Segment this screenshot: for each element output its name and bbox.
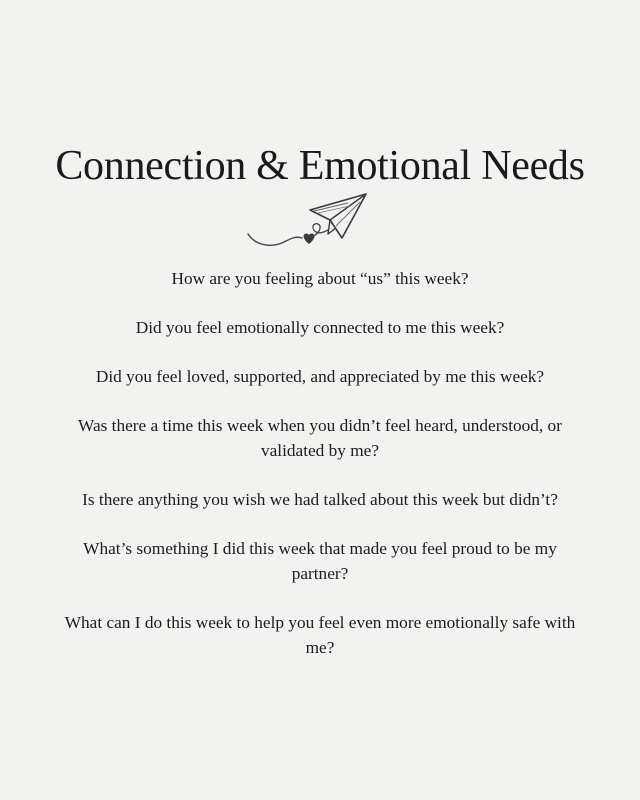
question-item: Was there a time this week when you didn’t feel heard, understood, or validated by me? — [78, 416, 562, 460]
question-item: How are you feeling about “us” this week? — [171, 269, 469, 288]
question-item: Did you feel loved, supported, and appreciated by me this week? — [95, 367, 545, 386]
question-item: Did you feel emotionally connected to me this week? — [135, 318, 505, 337]
question-item: Is there anything you wish we had talked about this week but didn’t? — [82, 490, 558, 509]
question-item: What’s something I did this week that made you feel proud to be my partner? — [83, 539, 557, 583]
page-title: Connection & Emotional Needs — [55, 143, 585, 189]
paper-airplane-icon — [244, 190, 370, 254]
question-item: What can I do this week to help you feel even more emotionally safe with me? — [64, 613, 576, 657]
question-list — [60, 266, 580, 684]
